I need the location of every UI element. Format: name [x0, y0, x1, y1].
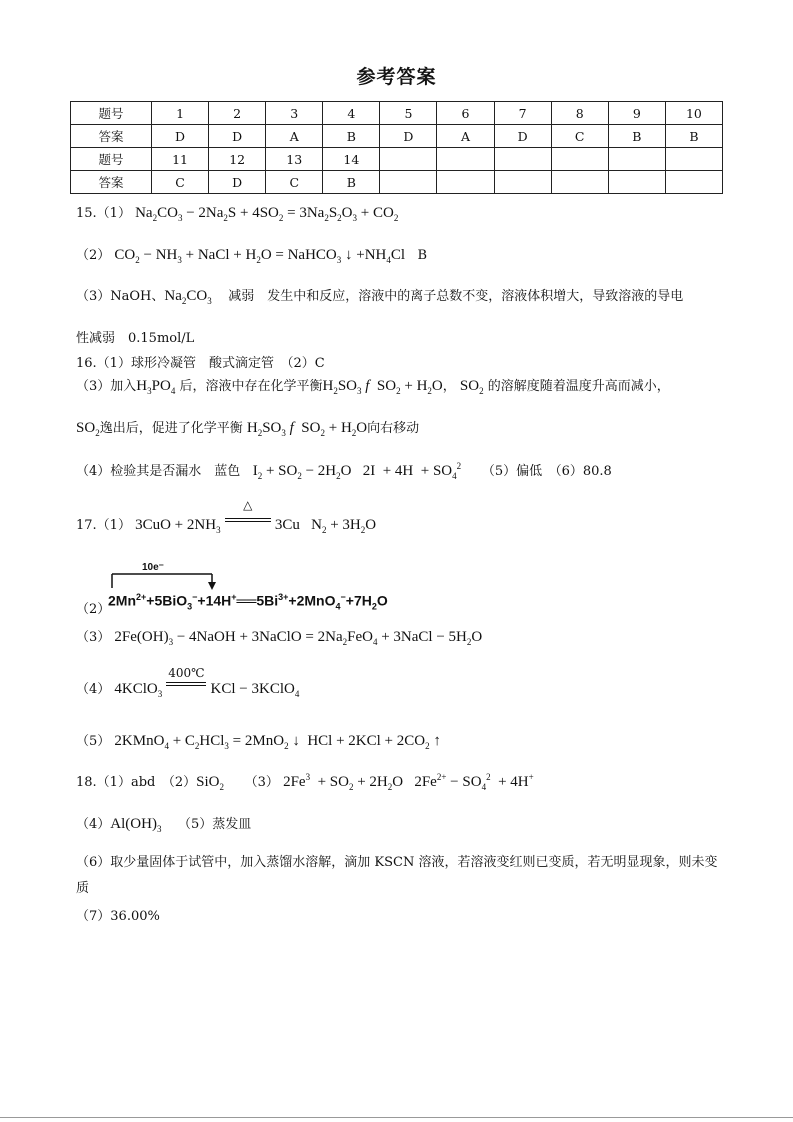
table-cell: [437, 148, 494, 171]
table-cell: 12: [209, 148, 266, 171]
table-cell: [380, 171, 437, 194]
q16-part4: （4）检验其是否漏水 蓝色 $I_2 + SO_2 - 2H_2O$ $2I + 4H + SO_4^2$ （5）偏低 （6）80.8: [76, 461, 612, 481]
q15-part1: 15.（1） $Na_2CO_3 - 2Na_2S + 4SO_2 = 3Na_2S_2O_3 + CO_2$: [76, 205, 399, 223]
table-cell: [551, 148, 608, 171]
table-row: [71, 102, 723, 125]
q15-part3-cont: 性减弱 0.15mol/L: [76, 331, 195, 346]
table-cell: 9: [608, 102, 665, 125]
table-cell: B: [323, 171, 380, 194]
q17-part4: （4） 4KClO$_3$ 400℃ KCl − 3KClO$_4$: [76, 666, 300, 699]
table-cell: 5: [380, 102, 437, 125]
table-row-header: 答案: [71, 125, 152, 148]
table-cell: [608, 148, 665, 171]
table-cell: C: [152, 171, 209, 194]
heat-condition: △: [243, 498, 253, 512]
table-row-header: 答案: [71, 171, 152, 194]
table-cell: A: [266, 125, 323, 148]
table-row: [71, 125, 723, 148]
table-row: [71, 148, 723, 171]
table-cell: D: [380, 125, 437, 148]
table-cell: [437, 171, 494, 194]
table-cell: B: [665, 125, 722, 148]
table-cell: [494, 171, 551, 194]
electron-transfer-label: 10e⁻: [142, 562, 164, 573]
table-cell: D: [209, 171, 266, 194]
q16-part3-cont: $SO_2$逸出后，促进了化学平衡 $H_2SO_3$ f $SO_2 + H_2O$向右移动: [76, 420, 420, 438]
q18-part6: （6）取少量固体于试管中，加入蒸馏水溶解，滴加 KSCN 溶液，若溶液变红则已变质，若无明显现象，则未变质: [76, 855, 718, 896]
q18-part4: $(4)Al(OH)_3$ （5）蒸发皿: [76, 816, 252, 834]
table-row-header: 题号: [71, 148, 152, 171]
table-cell: A: [437, 125, 494, 148]
electron-transfer-arrow: [108, 562, 308, 590]
table-row-header: 题号: [71, 102, 152, 125]
table-cell: B: [608, 125, 665, 148]
table-cell: [551, 171, 608, 194]
table-cell: C: [551, 125, 608, 148]
q18-part7: （7）36.00%: [76, 909, 160, 924]
table-cell: [665, 148, 722, 171]
table-cell: D: [209, 125, 266, 148]
table-cell: 3: [266, 102, 323, 125]
table-cell: B: [323, 125, 380, 148]
answer-table: [70, 101, 723, 194]
q17-part1: 17.（1） $3CuO + 2NH_3$ △ 3Cu $N_2 + 3H_2O$: [76, 498, 377, 535]
q15-part2: （2） $CO_2 - NH_3$ + NaCl + $H_2O$ = NaHCO$_3$ ↓ $+NH_4Cl$ B: [76, 247, 428, 265]
table-cell: [665, 171, 722, 194]
table-cell: [380, 148, 437, 171]
q16-part3: （3）加入$H_3PO_4$ 后，溶液中存在化学平衡$H_2SO_3$ f $SO_2 + H_2O$， $SO_2$ 的溶解度随着温度升高而减小，: [76, 378, 670, 396]
table-cell: D: [152, 125, 209, 148]
table-cell: 6: [437, 102, 494, 125]
temperature-condition: 400℃: [168, 666, 205, 680]
q15-part3: （3）NaOH、$Na_2CO_3$ 减弱 发生中和反应，溶液中的离子总数不变，溶液体积增大，导致溶液的导电: [76, 288, 684, 306]
table-cell: 11: [152, 148, 209, 171]
table-cell: [494, 148, 551, 171]
table-cell: 7: [494, 102, 551, 125]
table-cell: 14: [323, 148, 380, 171]
q17-part5: （5） 2KMnO$_4$ + $C_2HCl_3 = 2MnO_2$ ↓ HCl + $2KCl + 2CO_2$ ↑: [76, 733, 441, 751]
table-cell: 4: [323, 102, 380, 125]
q16-part1: 16.（1）球形冷凝管 酸式滴定管 （2）C: [76, 356, 325, 371]
table-cell: 2: [209, 102, 266, 125]
page-title: 参考答案: [356, 66, 437, 88]
table-cell: 8: [551, 102, 608, 125]
q18-part1: 18.（1）abd （2）SiO$_2$ （3） $2Fe^3 + SO_2 + 2H_2O$ $2Fe^{2+} - SO_4^2 + 4H^+$: [76, 772, 534, 792]
table-cell: [608, 171, 665, 194]
table-cell: D: [494, 125, 551, 148]
table-cell: 10: [665, 102, 722, 125]
table-cell: C: [266, 171, 323, 194]
q17-part2: 10e⁻ （2） $2Mn^{2+}+5BiO_3^-+14H^+══5Bi^{3+}+2MnO_4^-+7H_2O$: [76, 562, 388, 617]
table-cell: 13: [266, 148, 323, 171]
q17-part3: （3） $2Fe(OH)_3$ − 4NaOH + 3NaClO = $2Na_2FeO_4$ + 3NaCl − $5H_2O$: [76, 629, 483, 647]
table-cell: 1: [152, 102, 209, 125]
page-bottom-rule: [0, 1117, 793, 1118]
table-row: [71, 171, 723, 194]
